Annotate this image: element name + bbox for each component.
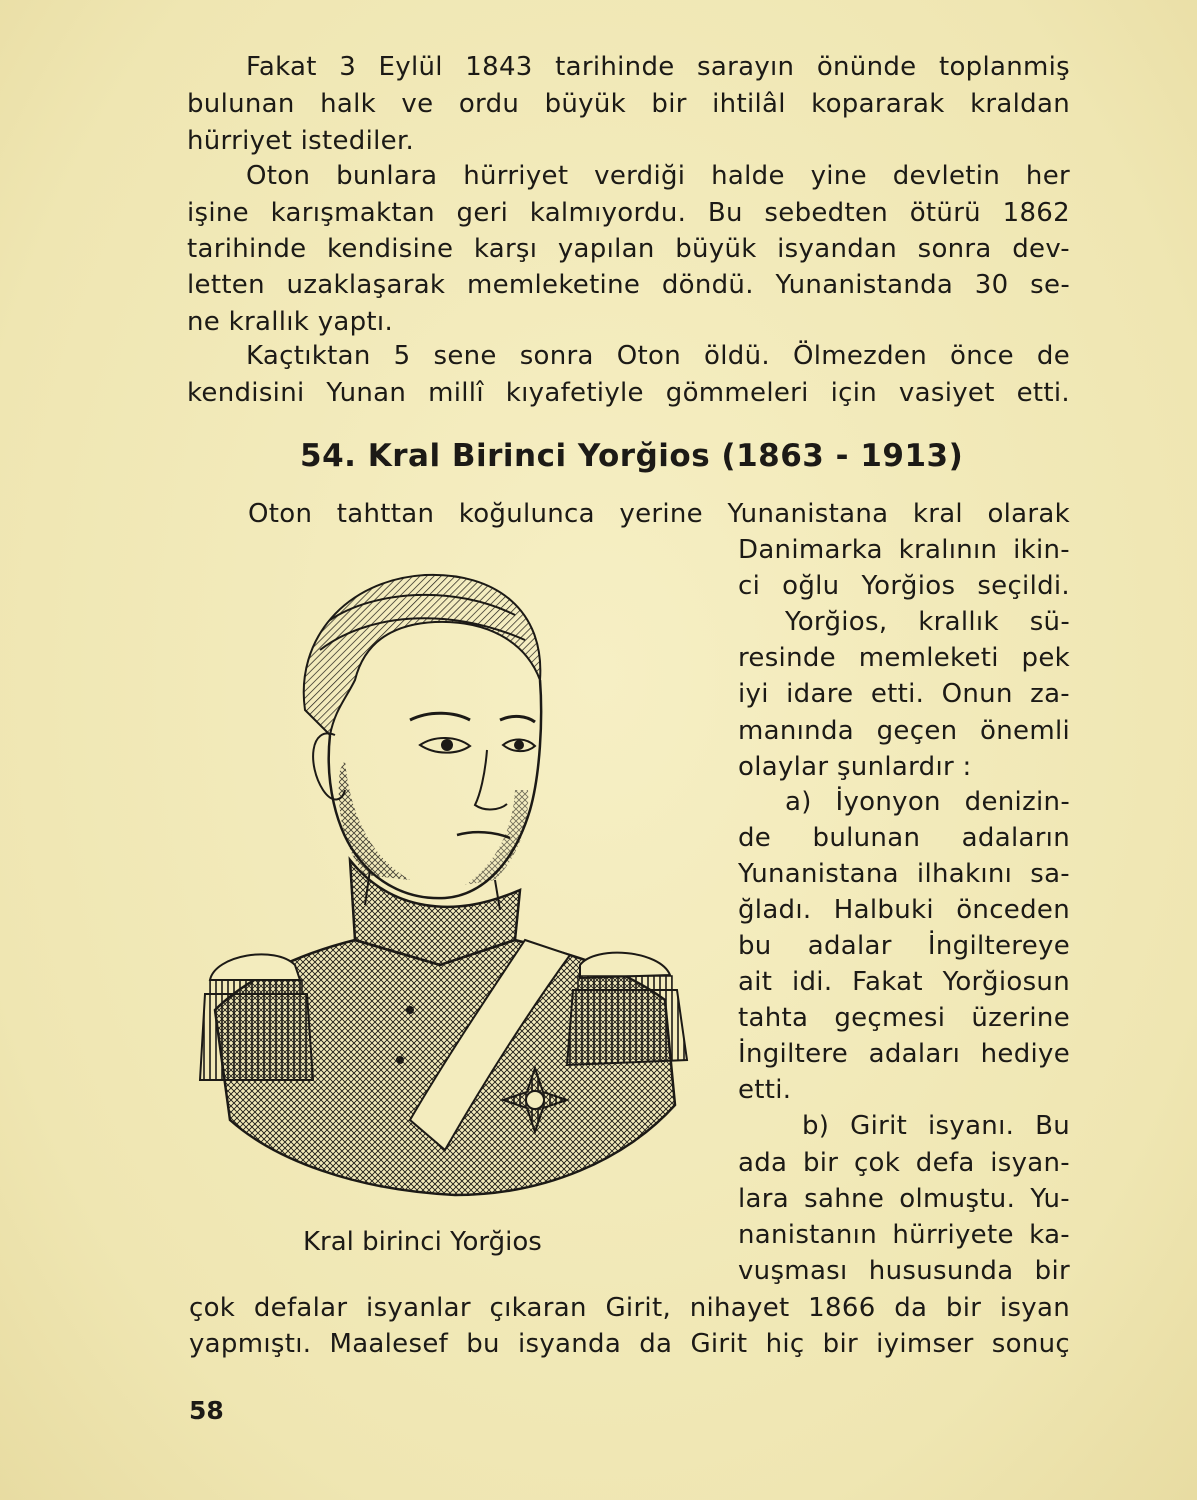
text-line: tahta geçmesi üzerine xyxy=(738,1003,1070,1033)
text-line: olaylar şunlardır : xyxy=(738,752,972,782)
text-line: hürriyet istediler. xyxy=(187,126,415,156)
portrait-illustration xyxy=(195,560,705,1210)
text-line: manında geçen önemli xyxy=(738,716,1070,746)
text-line: nanistanın hürriyete ka- xyxy=(738,1220,1070,1250)
text-line: etti. xyxy=(738,1075,792,1105)
text-line: Danimarka kralının ikin- xyxy=(738,535,1070,565)
section-first-line: Oton tahttan koğulunca yerine Yunanistana kral olarak xyxy=(248,499,1070,529)
text-line: Kaçtıktan 5 sene sonra Oton öldü. Ölmezden önce de xyxy=(246,341,1070,371)
text-line: çok defalar isyanlar çıkaran Girit, nihayet 1866 da bir isyan xyxy=(189,1293,1070,1323)
text-line: iyi idare etti. Onun za- xyxy=(738,679,1070,709)
text-line: resinde memleketi pek xyxy=(738,643,1070,673)
text-line: yapmıştı. Maalesef bu isyanda da Girit hiç bir iyimser sonuç xyxy=(189,1329,1070,1359)
text-line: vuşması hususunda bir xyxy=(738,1256,1070,1286)
text-line: bulunan halk ve ordu büyük bir ihtilâl kopararak kraldan xyxy=(187,89,1070,119)
text-line: bu adalar İngiltereye xyxy=(738,931,1070,961)
text-line: ğladı. Halbuki önceden xyxy=(738,895,1070,925)
text-line: Oton bunlara hürriyet verdiği halde yine devletin her xyxy=(246,161,1070,191)
text-line: b) Girit isyanı. Bu xyxy=(802,1111,1070,1141)
text-line: Fakat 3 Eylül 1843 tarihinde sarayın önünde toplanmiş xyxy=(246,52,1070,82)
text-line: Yunanistana ilhakını sa- xyxy=(738,859,1070,889)
figure-caption: Kral birinci Yorğios xyxy=(303,1227,542,1257)
text-line: ada bir çok defa isyan- xyxy=(738,1148,1070,1178)
text-line: kendisini Yunan millî kıyafetiyle gömmeleri için vasiyet etti. xyxy=(187,378,1070,408)
text-line: letten uzaklaşarak memleketine döndü. Yunanistanda 30 se- xyxy=(187,270,1070,300)
page-number: 58 xyxy=(189,1396,224,1425)
text-line: işine karışmaktan geri kalmıyordu. Bu sebedten ötürü 1862 xyxy=(187,198,1070,228)
section-heading: 54. Kral Birinci Yorğios (1863 - 1913) xyxy=(300,438,964,474)
text-line: İngiltere adaları hediye xyxy=(738,1039,1070,1069)
text-line: a) İyonyon denizin- xyxy=(785,787,1070,817)
text-line: de bulunan adaların xyxy=(738,823,1070,853)
text-line: Yorğios, krallık sü- xyxy=(785,607,1070,637)
text-line: ci oğlu Yorğios seçildi. xyxy=(738,571,1070,601)
text-line: lara sahne olmuştu. Yu- xyxy=(738,1184,1070,1214)
text-line: tarihinde kendisine karşı yapılan büyük isyandan sonra dev- xyxy=(187,234,1070,264)
text-line: ne krallık yaptı. xyxy=(187,307,394,337)
text-line: ait idi. Fakat Yorğiosun xyxy=(738,967,1070,997)
